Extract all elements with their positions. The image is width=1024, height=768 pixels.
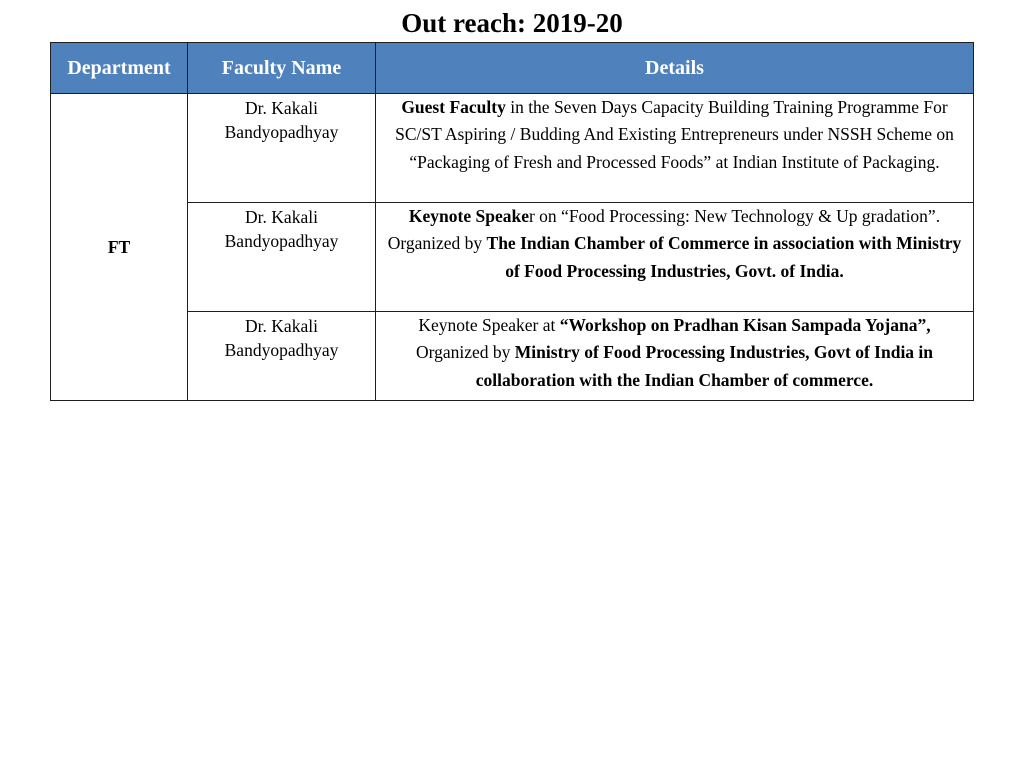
details-text-bold: Guest Faculty: [401, 97, 506, 117]
table-row: [51, 312, 974, 401]
table-header-row: [51, 43, 974, 94]
details-cell: [376, 312, 974, 401]
details-text-bold: The Indian Chamber of Commerce in association with Ministry of Food Processing Industries, Govt. of India.: [486, 233, 962, 281]
table-row: [51, 203, 974, 312]
page-title: Out reach: 2019-20: [401, 8, 623, 38]
table-row: [51, 94, 974, 203]
details-text: Keynote Speaker at: [418, 315, 560, 335]
details-cell: [376, 203, 974, 312]
header-details: Details: [376, 43, 974, 94]
header-faculty-name: Faculty Name: [188, 43, 376, 94]
faculty-name-cell: Dr. Kakali Bandyopadhyay: [188, 94, 376, 203]
header-department: Department: [51, 43, 188, 94]
outreach-table: [50, 42, 974, 401]
faculty-name-cell: Dr. Kakali Bandyopadhyay: [188, 312, 376, 401]
details-text-bold: Keynote Speake: [408, 206, 529, 226]
details-text: in the Seven Days Capacity Building Training Programme For SC/ST Aspiring / Budding And Existing Entrepreneurs under NSSH Scheme on “Packaging of Fresh and Processed Foods” at Indian Institute of Packaging.: [395, 97, 954, 172]
details-cell: [376, 94, 974, 203]
details-text-bold: “Workshop on Pradhan Kisan Sampada Yojana”,: [559, 315, 931, 335]
details-text-bold: Ministry of Food Processing Industries, Govt of India in collaboration with the Indian Chamber of commerce.: [475, 342, 934, 390]
details-text: r on “Food Processing: New Technology & Up gradation”. Organized by: [387, 206, 941, 254]
details-text: Organized by: [415, 342, 515, 363]
faculty-name-cell: Dr. Kakali Bandyopadhyay: [188, 203, 376, 312]
department-cell: FT: [51, 94, 188, 401]
